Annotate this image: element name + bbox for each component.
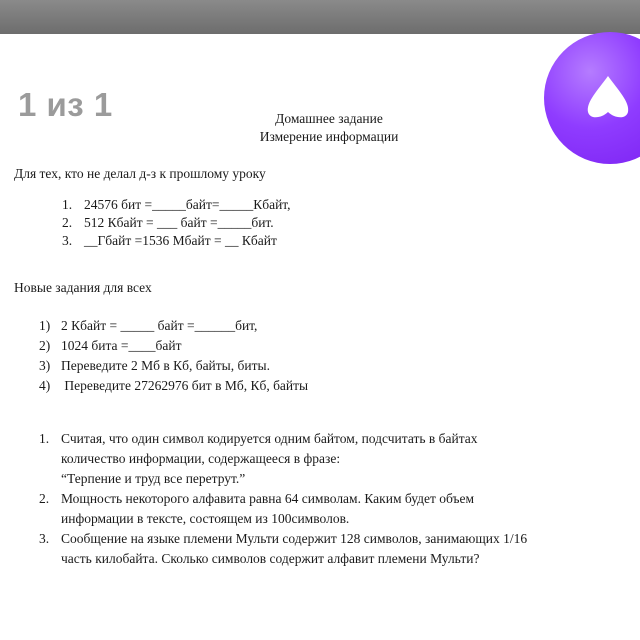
document-title: Домашнее задание [275, 111, 383, 126]
section3-list [39, 429, 621, 569]
list-item: 3. Сообщение на языке племени Мульти содержит 128 символов, занимающих 1/16 часть килобайта. Сколько символов содержит алфавит племени Мульти? [39, 531, 528, 566]
section1-title: Для тех, кто не делал д-з к прошлому уроку [14, 166, 266, 181]
top-status-bar [0, 0, 640, 34]
list-item: 2. 512 Кбайт = ___ байт =_____бит. [62, 215, 274, 230]
list-item: 4) Переведите 27262976 бит в Мб, Кб, байты [39, 378, 309, 393]
list-item: 3) Переведите 2 Мб в Кб, байты, биты. [39, 358, 270, 373]
list-item: 1. Считая, что один символ кодируется одним байтом, подсчитать в байтах количество информации, содержащееся в фразе: “Терпение и труд все перетрут.” [39, 431, 478, 486]
section2-list [39, 316, 308, 396]
list-item: 2) 1024 бита =____байт [39, 338, 182, 353]
list-item: 1. 24576 бит =_____байт=_____Кбайт, [62, 197, 291, 212]
section1-list [62, 196, 291, 250]
section2-title: Новые задания для всех [14, 280, 152, 295]
document-header [0, 110, 640, 146]
list-item: 3. __Гбайт =1536 Мбайт = __ Кбайт [62, 233, 277, 248]
page-counter: 1 из 1 [18, 86, 113, 123]
document-subtitle: Измерение информации [259, 129, 399, 144]
list-item: 2. Мощность некоторого алфавита равна 64 символам. Каким будет объем информации в тексте, состоящем из 100символов. [39, 491, 475, 526]
list-item: 1) 2 Кбайт = _____ байт =______бит, [39, 318, 258, 333]
